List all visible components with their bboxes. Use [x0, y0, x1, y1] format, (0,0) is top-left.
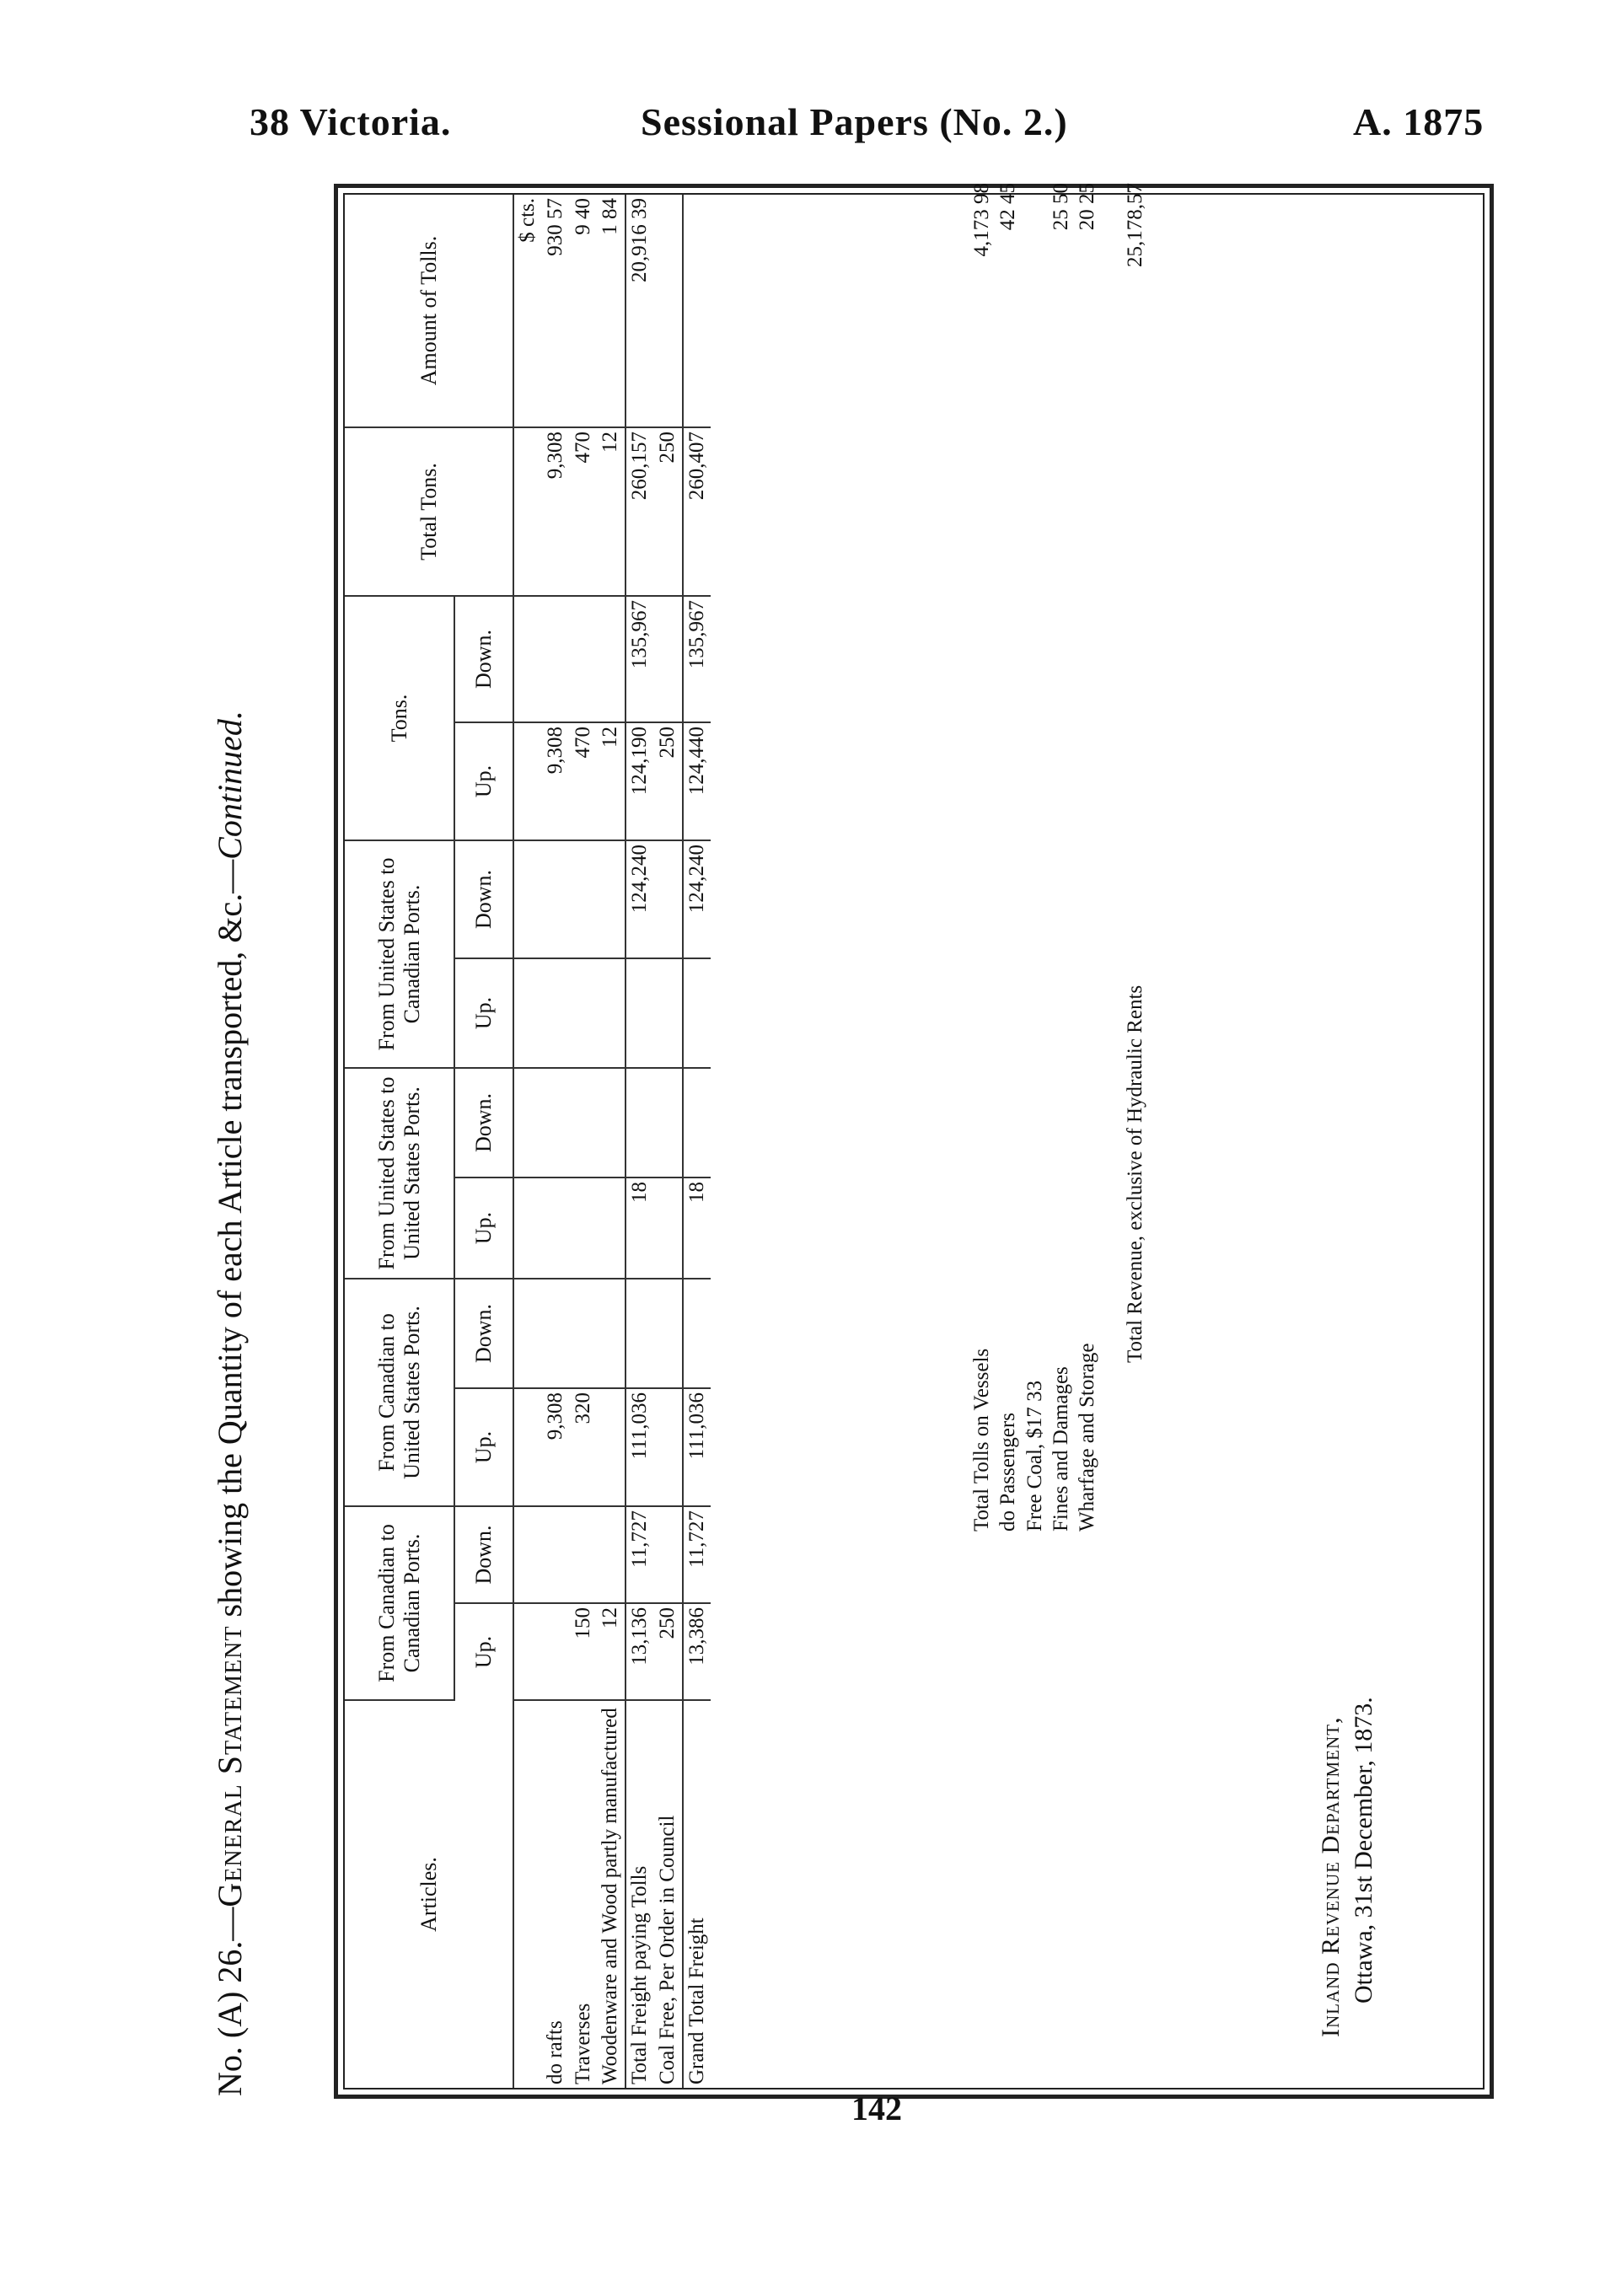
header-session: 38 Victoria. [250, 100, 452, 143]
cell-cu-down [626, 1279, 654, 1388]
cell-amount: 9 40 [570, 195, 598, 427]
cell-tons-up: 124,440 [683, 722, 711, 840]
cell-cu-up: 111,036 [626, 1388, 654, 1506]
cell-cu-up: 9,308 [542, 1388, 570, 1506]
row-label: Grand Total Freight [683, 1700, 711, 2088]
col-tons: Tons. [345, 596, 454, 840]
cell-uc-up [654, 958, 683, 1068]
cell-cc-up: 250 [654, 1603, 683, 1700]
cell-total-tons: 12 [597, 427, 626, 596]
cell-uc-down: 124,240 [683, 840, 711, 958]
col-cc: From Canadian to Canadian Ports. [345, 1506, 454, 1700]
col-cu: From Canadian to United States Ports. [345, 1279, 454, 1506]
table-row [597, 195, 626, 2088]
cell-cu-down [683, 1279, 711, 1388]
table-row-total [654, 195, 683, 2088]
title-continued: Continued. [211, 711, 249, 860]
statement-table [345, 195, 711, 2088]
cell-cu-down [597, 1279, 626, 1388]
cell-tons-down [542, 596, 570, 722]
title-main: General Statement [211, 1625, 249, 1907]
cell-uu-up [654, 1178, 683, 1279]
cell-uu-down [542, 1068, 570, 1178]
cell-tons-up: 470 [570, 722, 598, 840]
cell-uc-down [570, 840, 598, 958]
cell-cc-up [542, 1603, 570, 1700]
col-down: Down. [454, 1279, 513, 1388]
cell-amount [654, 195, 683, 427]
col-up: Up. [454, 958, 513, 1068]
department-name: Inland Revenue Department, [1317, 1716, 1345, 2037]
cell-uu-down [570, 1068, 598, 1178]
cell-cu-down [654, 1279, 683, 1388]
col-down: Down. [454, 840, 513, 958]
header-year: A. 1875 [1353, 100, 1485, 143]
summary-line [995, 183, 1021, 1532]
summary-value: 42 45 [996, 183, 1020, 231]
cell-cc-down: 11,727 [683, 1506, 711, 1603]
summary-value: 20 25 [1076, 183, 1098, 231]
cell-tons-up: 12 [597, 722, 626, 840]
title-prefix: No. (A) 26.— [211, 1907, 249, 2096]
row-label: Total Freight paying Tolls [626, 1700, 654, 2088]
cell-cc-up: 13,136 [626, 1603, 654, 1700]
cell-cc-down [570, 1506, 598, 1603]
cell-tons-down [654, 596, 683, 722]
row-label: do rafts [543, 2020, 566, 2084]
cell-uu-down [654, 1068, 683, 1178]
table-row-total [626, 195, 654, 2088]
cell-cu-down [542, 1279, 570, 1388]
cell-uu-down [597, 1068, 626, 1178]
cell-tons-up: 124,190 [626, 722, 654, 840]
cell-cc-up: 12 [597, 1603, 626, 1700]
summary-label: do Passengers [996, 1413, 1020, 1532]
summary-label: Wharfage and Storage [1076, 1343, 1098, 1532]
cell-cc-down [597, 1506, 626, 1603]
cell-cu-down [570, 1279, 598, 1388]
cell-cu-up: 320 [570, 1388, 598, 1506]
summary-line [1074, 183, 1100, 1532]
col-uc: From United States to Canadian Ports. [345, 840, 454, 1068]
department-date: Ottawa, 31st December, 1873. [1350, 1697, 1377, 2004]
summary-total-line [1122, 183, 1148, 1532]
cell-uu-up [597, 1178, 626, 1279]
col-down: Down. [454, 1506, 513, 1603]
department-signature [1314, 1697, 1380, 2037]
cell-uc-up [542, 958, 570, 1068]
cell-uc-up [597, 958, 626, 1068]
summary-line [1048, 183, 1074, 1532]
cell-uu-down [626, 1068, 654, 1178]
row-label: Coal Free, Per Order in Council [655, 1815, 679, 2084]
page-number: 142 [851, 2089, 902, 2127]
summary-line [1022, 183, 1048, 1532]
cell-total-tons: 250 [654, 427, 683, 596]
col-down: Down. [454, 596, 513, 722]
rotated-statement [211, 183, 1483, 2096]
cell-total-tons: 260,407 [683, 427, 711, 596]
table-row [570, 195, 598, 2088]
cell-cu-up [654, 1388, 683, 1506]
cell-cu-up: 111,036 [683, 1388, 711, 1506]
cell-amount: 930 57 [542, 195, 570, 427]
cell-total-tons: 470 [570, 427, 598, 596]
table-row [542, 195, 570, 2088]
col-articles: Articles. [345, 1700, 513, 2088]
cell-uc-down [597, 840, 626, 958]
cell-tons-down [570, 596, 598, 722]
cell-cu-up [597, 1388, 626, 1506]
cell-cc-down: 11,727 [626, 1506, 654, 1603]
currency-label: $ cts. [513, 195, 542, 427]
col-up: Up. [454, 1178, 513, 1279]
cell-uc-up [626, 958, 654, 1068]
summary-line [969, 183, 995, 1532]
cell-uu-up: 18 [626, 1178, 654, 1279]
summary-value: 4,173 98 [970, 183, 993, 257]
col-up: Up. [454, 722, 513, 840]
row-label: Woodenware and Wood partly manufactured [599, 1708, 622, 2084]
col-up: Up. [454, 1603, 513, 1700]
table-row-grand-total [683, 195, 711, 2088]
cell-tons-down [597, 596, 626, 722]
row-label: Traverses [571, 2003, 594, 2084]
cell-tons-down: 135,967 [626, 596, 654, 722]
cell-amount [683, 195, 711, 427]
col-amount: Amount of Tolls. [345, 195, 513, 427]
cell-uu-up [570, 1178, 598, 1279]
col-up: Up. [454, 1388, 513, 1506]
cell-total-tons: 9,308 [542, 427, 570, 596]
title-rest: showing the Quantity of each Article transported, &c.— [211, 859, 249, 1626]
col-total-tons: Total Tons. [345, 427, 513, 596]
cell-cc-up: 13,386 [683, 1603, 711, 1700]
statement-title [210, 191, 250, 2096]
cell-cc-up: 150 [570, 1603, 598, 1700]
summary-value [1022, 183, 1048, 326]
summary-label: Total Tolls on Vessels [970, 1348, 993, 1532]
cell-tons-down: 135,967 [683, 596, 711, 722]
summary-value: 25 50 [1049, 183, 1072, 231]
cell-total-tons: 260,157 [626, 427, 654, 596]
summary-label: Fines and Damages [1049, 1366, 1072, 1532]
cell-cc-down [654, 1506, 683, 1603]
col-uu: From United States to United States Ports. [345, 1068, 454, 1279]
summary-total-label: Total Revenue, exclusive of Hydraulic Rents [1124, 984, 1147, 1363]
cell-amount: 20,916 39 [626, 195, 654, 427]
cell-uu-up [542, 1178, 570, 1279]
cell-uc-down [654, 840, 683, 958]
col-down: Down. [454, 1068, 513, 1178]
cell-uc-up [570, 958, 598, 1068]
revenue-summary [969, 183, 1149, 1532]
summary-total-value: 25,178,57 [1124, 183, 1147, 267]
cell-uc-down [542, 840, 570, 958]
cell-uu-up: 18 [683, 1178, 711, 1279]
cell-amount: 1 84 [597, 195, 626, 427]
cell-tons-up: 250 [654, 722, 683, 840]
cell-tons-up: 9,308 [542, 722, 570, 840]
summary-label: Free Coal, $17 33 [1023, 1380, 1046, 1532]
cell-uu-down [683, 1068, 711, 1178]
header-sessional-papers: Sessional Papers (No. 2.) [641, 100, 1068, 143]
cell-uc-up [683, 958, 711, 1068]
cell-cc-down [542, 1506, 570, 1603]
cell-uc-down: 124,240 [626, 840, 654, 958]
